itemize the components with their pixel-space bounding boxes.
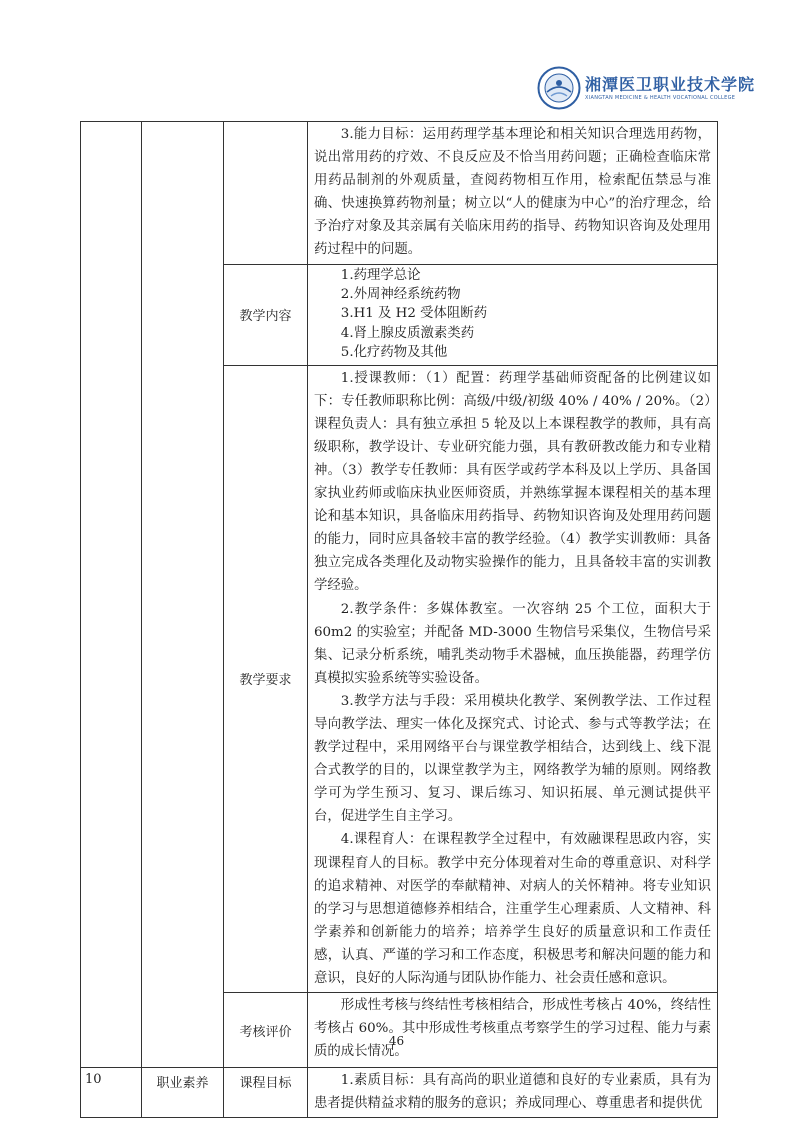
logo-english-name: XIANGTAN MEDICINE & HEALTH VOCATIONAL COLLEGE <box>585 94 736 101</box>
course-goal-cell <box>308 1068 718 1118</box>
table-row <box>81 1068 718 1118</box>
row-label-teaching-content: 教学内容 <box>224 264 308 365</box>
page-number: 46 <box>388 1034 405 1048</box>
teaching-requirements-cell <box>308 365 718 993</box>
assessment-text: 形成性考核与终结性考核相结合，形成性考核占 40%，终结性考核占 60%。其中形成性考核重点考察学生的学习过程、能力与素质的成长情况。 <box>314 998 711 1060</box>
row-label <box>224 122 308 265</box>
course-table <box>80 121 718 1118</box>
table-row <box>81 122 718 265</box>
course-number: 10 <box>81 1068 142 1118</box>
list-item: 4.肾上腺皮质激素类药 <box>340 325 475 341</box>
row-label-teaching-requirements: 教学要求 <box>224 365 308 993</box>
course-name-cell <box>142 122 224 1068</box>
requirement-conditions: 2.教学条件：多媒体教室。一次容纳 25 个工位，面积大于 60m2 的实验室；并配备 MD-3000 生物信号采集仪，生物信号采集、记录分析系统，哺乳类动物手术器械，血压换能器，药理学仿真模拟实验系统等实验设备。 <box>314 601 711 686</box>
assessment-cell <box>308 993 718 1068</box>
row-label-course-goal: 课程目标 <box>224 1068 308 1118</box>
requirement-methods: 3.教学方法与手段：采用模块化教学、案例教学法、工作过程导向教学法、理实一体化及探究式、讨论式、参与式等教学法；在教学过程中，采用网络平台与课堂教学相结合，达到线上、线下混合式教学的目的，以课堂教学为主，网络教学为辅的原则。网络教学可为学生预习、复习、课后练习、知识拓展、单元测试提供平台，促进学生自主学习。 <box>314 693 711 825</box>
teaching-content-cell <box>308 264 718 365</box>
requirement-teachers: 1.授课教师：（1）配置：药理学基础师资配备的比例建议如下：专任教师职称比例：高级/中级/初级 40% / 40% / 20%。（2）课程负责人：具有独立承担 5 轮及以上本课程教学的教师，具有高级职称，教学设计、专业研究能力强，具有教研教改能力和专业精神。（3）教学专任教师：具有医学或药学本科及以上学历、具备国家执业药师或临床执业医师资质，并熟练掌握本课程相关的基本理论和基本知识，具备临床用药指导、药物知识咨询及处理用药问题的能力，同时应具备较丰富的教学经验。（4）教学实训教师：具备独立完成各类理化及动物实验操作的能力，且具备较丰富的实训教学经验。 <box>314 370 711 594</box>
quality-goal-text: 1.素质目标：具有高尚的职业道德和良好的专业素质，具有为患者提供精益求精的服务的意识；养成同理心、尊重患者和提供优 <box>314 1073 711 1112</box>
college-seal-icon <box>537 66 581 110</box>
number-cell <box>81 122 142 1068</box>
course-name: 职业素养 <box>142 1068 224 1118</box>
logo-chinese-name: 湘潭医卫职业技术学院 <box>585 74 756 94</box>
requirement-education: 4.课程育人：在课程教学全过程中，有效融课程思政内容，实现课程育人的目标。教学中充分体现着对生命的尊重意识、对科学的追求精神、对医学的奉献精神、对病人的关怀精神。将专业知识的学习与思想道德修养相结合，注重学生心理素质、人文精神、科学素养和创新能力的培养；培养学生良好的质量意识和工作责任感，认真、严谨的学习和工作态度，积极思考和解决问题的能力和意识，良好的人际沟通与团队协作能力、社会责任感和意识。 <box>314 832 711 987</box>
row-label-assessment: 考核评价 <box>224 993 308 1068</box>
list-item: 1.药理学总论 <box>340 267 421 283</box>
list-item: 5.化疗药物及其他 <box>340 345 448 361</box>
list-item: 2.外周神经系统药物 <box>340 286 461 302</box>
ability-goal-text: 3.能力目标：运用药理学基本理论和相关知识合理选用药物，说出常用药的疗效、不良反应及不恰当用药问题；正确检查临床常用药品制剂的外观质量，查阅药物相互作用，检索配伍禁忌与准确、快速换算药物剂量；树立以“人的健康为中心”的治疗理念，给予治疗对象及其亲属有关临床用药的指导、药物知识咨询及处理用药过程中的问题。 <box>314 127 711 258</box>
college-logo <box>537 66 755 110</box>
ability-goal-cell <box>308 122 718 265</box>
list-item: 3.H1 及 H2 受体阻断药 <box>340 306 488 322</box>
